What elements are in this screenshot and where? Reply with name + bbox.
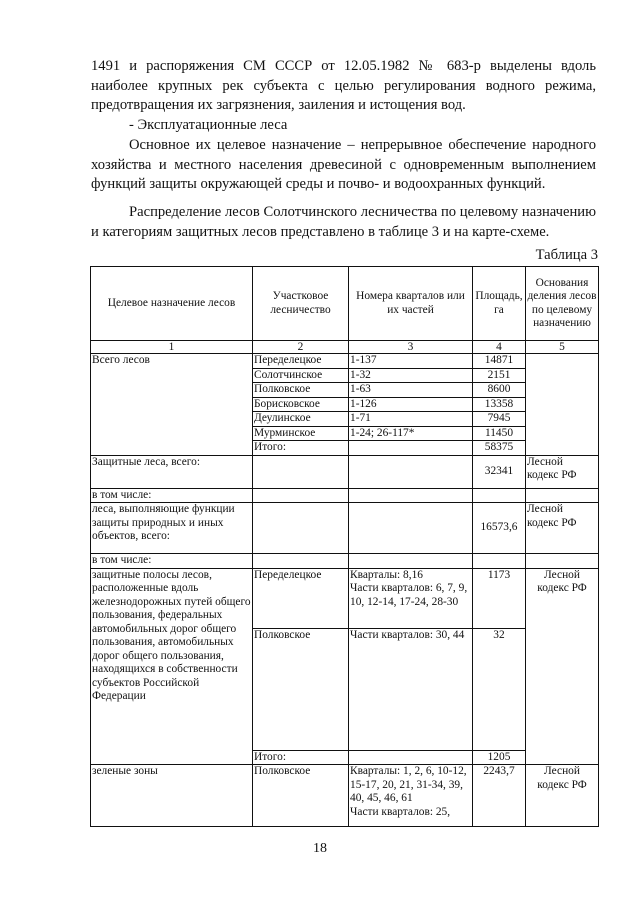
district-cell: Полковское xyxy=(253,628,349,750)
functional-basis: Лесной кодекс РФ xyxy=(526,503,599,554)
header-purpose: Целевое назначение лесов xyxy=(91,267,253,341)
area-cell: 2243,7 xyxy=(473,765,526,827)
protective-label: Защитные леса, всего: xyxy=(91,455,253,488)
empty-cell xyxy=(253,554,349,569)
district-cell: Солотчинское xyxy=(253,368,349,383)
header-basis: Основания деления лесов по целевому назначению xyxy=(526,267,599,341)
including-label: в том числе: xyxy=(91,554,253,569)
header-district: Участковое лесничество xyxy=(253,267,349,341)
empty-cell xyxy=(253,503,349,554)
total-area: 58375 xyxy=(473,441,526,456)
table-row xyxy=(91,554,599,569)
area-cell: 13358 xyxy=(473,397,526,412)
quarters-cell: 1-137 xyxy=(349,354,473,369)
table-row xyxy=(91,503,599,554)
district-cell: Переделецкое xyxy=(253,354,349,369)
table-row xyxy=(91,568,599,628)
total-label: Итого: xyxy=(253,441,349,456)
table-row xyxy=(91,455,599,488)
district-cell: Борисковское xyxy=(253,397,349,412)
area-cell: 2151 xyxy=(473,368,526,383)
basis-cell-empty xyxy=(526,354,599,456)
district-cell: Полковское xyxy=(253,383,349,398)
empty-cell xyxy=(253,455,349,488)
quarters-cell: 1-126 xyxy=(349,397,473,412)
paragraph-section-heading: - Эксплуатационные леса xyxy=(129,117,288,133)
belts-basis: Лесной кодекс РФ xyxy=(526,568,599,765)
table-row xyxy=(91,765,599,827)
paragraph-purpose: Основное их целевое назначение – непрерывное обеспечение народного хозяйства и местного населения древесиной с одновременным выполнением функций защиты окружающей среды и почво- и водоохранных функций. xyxy=(91,137,596,193)
quarters-cell: Кварталы: 1, 2, 6, 10-12, 15-17, 20, 21, 31-34, 39, 40, 45, 46, 61 Части кварталов: 25, xyxy=(349,765,473,827)
quarters-cell: 1-63 xyxy=(349,383,473,398)
area-cell: 8600 xyxy=(473,383,526,398)
col-number: 4 xyxy=(473,341,526,354)
page-number: 18 xyxy=(313,841,327,856)
col-number: 3 xyxy=(349,341,473,354)
area-cell: 14871 xyxy=(473,354,526,369)
quarters-cell: Части кварталов: 30, 44 xyxy=(349,628,473,750)
empty-cell xyxy=(349,503,473,554)
empty-cell xyxy=(349,554,473,569)
area-cell: 32 xyxy=(473,628,526,750)
header-quarters: Номера кварталов или их частей xyxy=(349,267,473,341)
all-forests-label: Всего лесов xyxy=(91,354,253,456)
paragraph-continuation: 1491 и распоряжения СМ СССР от 12.05.1982 № 683-р выделены вдоль наиболее крупных рек субъекта с целью регулирования водного режима, предотвращения их загрязнения, заиления и истощения вод. xyxy=(91,58,596,114)
table-header-row xyxy=(91,267,599,341)
col-number: 1 xyxy=(91,341,253,354)
empty-cell xyxy=(526,488,599,503)
table-row xyxy=(91,488,599,503)
quarters-cell: Кварталы: 8,16 Части кварталов: 6, 7, 9, 10, 12-14, 17-24, 28-30 xyxy=(349,568,473,628)
empty-cell xyxy=(473,488,526,503)
functional-label: леса, выполняющие функции защиты природных и иных объектов, всего: xyxy=(91,503,253,554)
col-number: 2 xyxy=(253,341,349,354)
header-area: Площадь, га xyxy=(473,267,526,341)
green-basis: Лесной кодекс РФ xyxy=(526,765,599,827)
district-cell: Деулинское xyxy=(253,412,349,427)
district-cell: Мурминское xyxy=(253,426,349,441)
forest-distribution-table xyxy=(90,266,599,827)
district-cell: Переделецкое xyxy=(253,568,349,628)
protective-area: 32341 xyxy=(473,455,526,488)
table-caption: Таблица 3 xyxy=(535,247,598,263)
empty-cell xyxy=(473,554,526,569)
total-area: 1205 xyxy=(473,750,526,765)
total-label: Итого: xyxy=(253,750,349,765)
column-number-row xyxy=(91,341,599,354)
including-label: в том числе: xyxy=(91,488,253,503)
quarters-cell: 1-32 xyxy=(349,368,473,383)
quarters-cell: 1-24; 26-117* xyxy=(349,426,473,441)
district-cell: Полковское xyxy=(253,765,349,827)
green-label: зеленые зоны xyxy=(91,765,253,827)
functional-area: 16573,6 xyxy=(473,503,526,554)
empty-cell xyxy=(349,488,473,503)
area-cell: 7945 xyxy=(473,412,526,427)
table-row xyxy=(91,354,599,369)
protective-basis: Лесной кодекс РФ xyxy=(526,455,599,488)
quarters-cell: 1-71 xyxy=(349,412,473,427)
empty-cell xyxy=(526,554,599,569)
area-cell: 11450 xyxy=(473,426,526,441)
belts-label: защитные полосы лесов, расположенные вдоль железнодорожных путей общего пользования, федеральных автомобильных дорог общего пользования, автомобильных дорог общего пользования, находящихся в собственности субъектов Российской Федерации xyxy=(91,568,253,765)
area-cell: 1173 xyxy=(473,568,526,628)
col-number: 5 xyxy=(526,341,599,354)
quarters-cell-empty xyxy=(349,441,473,456)
empty-cell xyxy=(253,488,349,503)
paragraph-distribution: Распределение лесов Солотчинского лесничества по целевому назначению и категориям защитных лесов представлено в таблице 3 и на карте-схеме. xyxy=(91,204,596,240)
quarters-cell-empty xyxy=(349,750,473,765)
empty-cell xyxy=(349,455,473,488)
